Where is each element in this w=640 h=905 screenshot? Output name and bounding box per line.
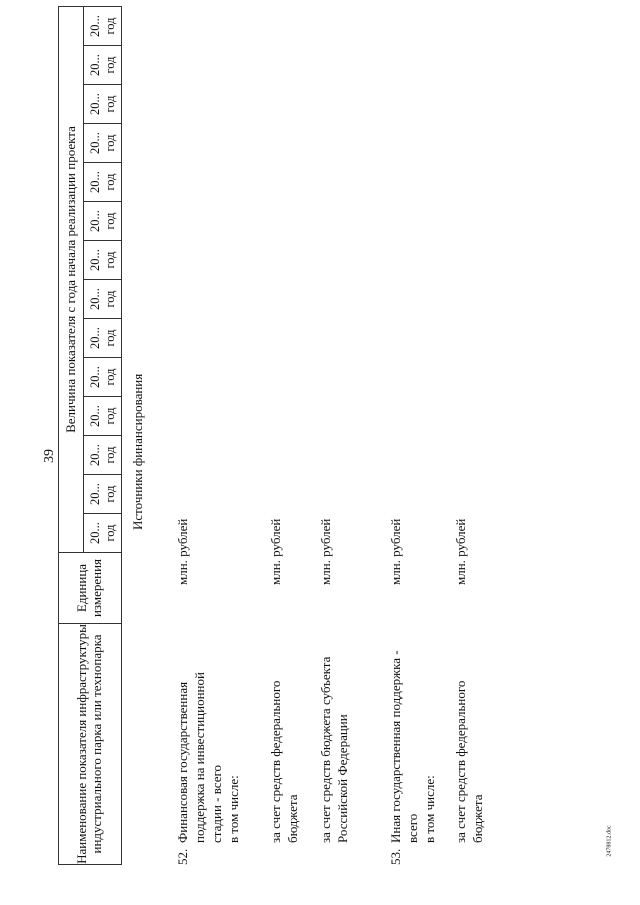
row-unit: млн. рублей xyxy=(453,518,468,585)
page-number: 39 xyxy=(42,449,57,463)
row-unit: млн. рублей xyxy=(175,518,190,585)
header-year-cell: 20... год xyxy=(84,280,122,319)
header-value-column: Величина показателя с года начала реализации проекта xyxy=(59,7,84,553)
row-label: за счет средств бюджета субъекта Российской Федерации xyxy=(318,656,350,843)
row-label: за счет средств федерального бюджета xyxy=(453,680,485,843)
row-label: Иная государственная поддержка - всего в том числе: xyxy=(388,650,437,843)
header-year-cell: 20... год xyxy=(84,397,122,436)
section-title: Источники финансирования xyxy=(130,373,145,530)
header-year-cell: 20... год xyxy=(84,241,122,280)
header-year-cell: 20... год xyxy=(84,124,122,163)
row-label: за счет средств федерального бюджета xyxy=(268,680,300,843)
rotated-page-content xyxy=(0,5,640,865)
header-year-cell: 20... год xyxy=(84,85,122,124)
header-year-cell: 20... год xyxy=(84,163,122,202)
header-name-column: Наименование показателя инфраструктуры индустриального парка или технопарка xyxy=(59,624,122,865)
header-year-cell: 20... год xyxy=(84,319,122,358)
header-year-cell: 20... год xyxy=(84,475,122,514)
header-year-cell: 20... год xyxy=(84,358,122,397)
header-unit-column: Единица измерения xyxy=(59,553,122,624)
table-header xyxy=(58,6,122,865)
footer-document-code: 2478812.doc xyxy=(606,825,613,857)
row-number: 52. xyxy=(175,848,190,865)
header-year-cell: 20... год xyxy=(84,202,122,241)
row-number: 53. xyxy=(388,848,403,865)
header-year-cell: 20... год xyxy=(84,514,122,553)
header-year-cell: 20... год xyxy=(84,436,122,475)
row-label: Финансовая государственная поддержка на инвестиционной стадии - всего в том числе: xyxy=(175,672,241,843)
header-year-cell: 20... год xyxy=(84,46,122,85)
row-unit: млн. рублей xyxy=(388,518,403,585)
header-year-cell: 20... год xyxy=(84,7,122,46)
row-unit: млн. рублей xyxy=(318,518,333,585)
row-unit: млн. рублей xyxy=(268,518,283,585)
